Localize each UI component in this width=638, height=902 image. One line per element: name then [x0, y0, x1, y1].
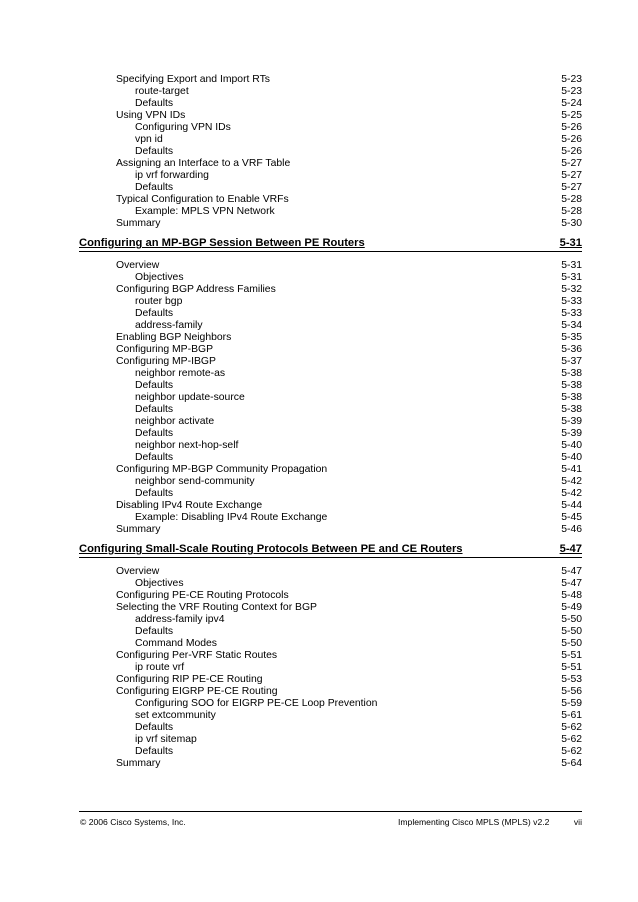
toc-entry-title: neighbor update-source [135, 392, 245, 403]
toc-entry-page: 5-32 [561, 284, 582, 295]
toc-entry[interactable] [0, 194, 638, 206]
toc-entry-title: Configuring PE-CE Routing Protocols [116, 590, 289, 601]
toc-entry-page: 5-39 [561, 428, 582, 439]
toc-entry[interactable] [0, 440, 638, 452]
toc-entry-title: vpn id [135, 134, 163, 145]
toc-entry-page: 5-59 [561, 698, 582, 709]
toc-entry-page: 5-39 [561, 416, 582, 427]
toc-entry-title: Defaults [135, 182, 174, 193]
toc-entry-title: ip vrf forwarding [135, 170, 209, 181]
toc-entry-page: 5-23 [561, 86, 582, 97]
toc-entry-title: neighbor send-community [135, 476, 255, 487]
toc-entry[interactable] [0, 356, 638, 368]
toc-entry-page: 5-62 [561, 722, 582, 733]
footer-page-number: vii [573, 817, 582, 827]
toc-entry-title: Overview [116, 260, 160, 271]
toc-entry-page: 5-51 [561, 662, 582, 673]
toc-entry[interactable] [0, 734, 638, 746]
toc-entry[interactable] [0, 332, 638, 344]
toc-entry-title: Objectives [135, 272, 184, 283]
toc-entry[interactable] [0, 416, 638, 428]
section-page[interactable]: 5-47 [559, 543, 582, 555]
toc-group-mp-bgp [0, 260, 638, 536]
toc-entry-page: 5-62 [561, 746, 582, 757]
toc-group-vrf [0, 74, 638, 230]
toc-entry-page: 5-42 [561, 488, 582, 499]
toc-entry-page: 5-38 [561, 404, 582, 415]
toc-group-pe-ce [0, 566, 638, 770]
toc-entry[interactable] [0, 614, 638, 626]
toc-entry-title: router bgp [135, 296, 183, 307]
toc-entry-page: 5-31 [561, 272, 582, 283]
toc-entry-title: Configuring BGP Address Families [116, 284, 276, 295]
toc-entry[interactable] [0, 578, 638, 590]
toc-entry-page: 5-28 [561, 194, 582, 205]
toc-entry-page: 5-61 [561, 710, 582, 721]
toc-entry-title: Summary [116, 758, 161, 769]
toc-entry[interactable] [0, 206, 638, 218]
toc-entry[interactable] [0, 368, 638, 380]
toc-entry[interactable] [0, 464, 638, 476]
toc-section-mp-bgp[interactable] [0, 236, 638, 251]
toc-entry-page: 5-51 [561, 650, 582, 661]
toc-entry[interactable] [0, 218, 638, 230]
section-title[interactable]: Configuring an MP-BGP Session Between PE Routers [79, 237, 365, 249]
section-rule [79, 557, 582, 558]
toc-entry[interactable] [0, 710, 638, 722]
toc-entry-page: 5-34 [561, 320, 582, 331]
toc-entry[interactable] [0, 512, 638, 524]
toc-entry-page: 5-35 [561, 332, 582, 343]
toc-entry[interactable] [0, 452, 638, 464]
toc-entry-page: 5-38 [561, 392, 582, 403]
toc-entry[interactable] [0, 182, 638, 194]
toc-entry[interactable] [0, 344, 638, 356]
toc-entry-title: Defaults [135, 380, 174, 391]
toc-entry[interactable] [0, 662, 638, 674]
toc-entry-title: Example: MPLS VPN Network [135, 206, 275, 217]
toc-entry-page: 5-38 [561, 380, 582, 391]
toc-entry-page: 5-23 [561, 74, 582, 85]
toc-entry-title: Assigning an Interface to a VRF Table [116, 158, 291, 169]
toc-entry-page: 5-44 [561, 500, 582, 511]
toc-entry-title: Defaults [135, 146, 174, 157]
toc-entry-title: Configuring Per-VRF Static Routes [116, 650, 278, 661]
toc-entry-title: Configuring RIP PE-CE Routing [116, 674, 263, 685]
toc-entry-page: 5-33 [561, 308, 582, 319]
toc-entry[interactable] [0, 428, 638, 440]
toc-entry-title: Defaults [135, 404, 174, 415]
toc-entry-page: 5-53 [561, 674, 582, 685]
toc-entry[interactable] [0, 272, 638, 284]
toc-entry[interactable] [0, 296, 638, 308]
toc-entry[interactable] [0, 158, 638, 170]
toc-entry-page: 5-42 [561, 476, 582, 487]
table-of-contents [0, 74, 638, 770]
toc-entry-title: Using VPN IDs [116, 110, 186, 121]
toc-entry-title: neighbor remote-as [135, 368, 226, 379]
toc-entry-title: Configuring EIGRP PE-CE Routing [116, 686, 278, 697]
toc-entry[interactable] [0, 134, 638, 146]
toc-entry-title: Defaults [135, 452, 174, 463]
toc-entry[interactable] [0, 170, 638, 182]
toc-entry[interactable] [0, 110, 638, 122]
toc-entry-page: 5-47 [561, 566, 582, 577]
toc-entry-title: address-family ipv4 [135, 614, 225, 625]
toc-entry-title: route-target [135, 86, 189, 97]
section-page[interactable]: 5-31 [559, 237, 582, 249]
toc-entry[interactable] [0, 320, 638, 332]
toc-entry-title: Summary [116, 524, 161, 535]
toc-entry[interactable] [0, 98, 638, 110]
toc-entry-title: Defaults [135, 308, 174, 319]
toc-entry[interactable] [0, 86, 638, 98]
toc-entry-title: Configuring MP-BGP [116, 344, 214, 355]
footer-course-title: Implementing Cisco MPLS (MPLS) v2.2 [398, 817, 550, 827]
toc-section-pe-ce-routing[interactable] [0, 542, 638, 557]
section-title[interactable]: Configuring Small-Scale Routing Protocols Between PE and CE Routers [79, 543, 463, 555]
toc-entry[interactable] [0, 500, 638, 512]
toc-entry-page: 5-56 [561, 686, 582, 697]
toc-entry-title: Enabling BGP Neighbors [116, 332, 232, 343]
toc-entry-title: Example: Disabling IPv4 Route Exchange [135, 512, 328, 523]
toc-entry-page: 5-27 [561, 170, 582, 181]
toc-entry[interactable] [0, 392, 638, 404]
toc-entry[interactable] [0, 746, 638, 758]
toc-entry-page: 5-47 [561, 578, 582, 589]
toc-entry[interactable] [0, 308, 638, 320]
toc-entry[interactable] [0, 674, 638, 686]
toc-entry-title: ip route vrf [135, 662, 185, 673]
toc-entry-page: 5-24 [561, 98, 582, 109]
toc-entry-page: 5-50 [561, 638, 582, 649]
toc-entry-title: Defaults [135, 488, 174, 499]
toc-entry-page: 5-62 [561, 734, 582, 745]
toc-entry-page: 5-45 [561, 512, 582, 523]
toc-entry-page: 5-30 [561, 218, 582, 229]
footer-copyright: © 2006 Cisco Systems, Inc. [80, 817, 186, 827]
toc-entry[interactable] [0, 488, 638, 500]
toc-entry[interactable] [0, 260, 638, 272]
toc-entry-title: neighbor next-hop-self [135, 440, 239, 451]
toc-entry-title: Configuring MP-IBGP [116, 356, 216, 367]
toc-entry-page: 5-28 [561, 206, 582, 217]
toc-entry-title: Disabling IPv4 Route Exchange [116, 500, 263, 511]
toc-entry[interactable] [0, 404, 638, 416]
toc-entry[interactable] [0, 74, 638, 86]
toc-entry-page: 5-41 [561, 464, 582, 475]
toc-entry[interactable] [0, 476, 638, 488]
toc-entry-title: Command Modes [135, 638, 218, 649]
toc-entry-page: 5-37 [561, 356, 582, 367]
toc-entry-title: Selecting the VRF Routing Context for BGP [116, 602, 317, 613]
toc-entry-title: Configuring VPN IDs [135, 122, 231, 133]
toc-entry-page: 5-40 [561, 452, 582, 463]
footer-rule [79, 811, 582, 812]
toc-entry-title: Defaults [135, 428, 174, 439]
toc-entry-page: 5-50 [561, 626, 582, 637]
toc-entry-title: Defaults [135, 722, 174, 733]
toc-entry-page: 5-40 [561, 440, 582, 451]
toc-entry-title: Configuring SOO for EIGRP PE-CE Loop Prevention [135, 698, 378, 709]
toc-entry-title: Defaults [135, 746, 174, 757]
toc-entry-page: 5-49 [561, 602, 582, 613]
toc-entry-title: Configuring MP-BGP Community Propagation [116, 464, 328, 475]
toc-entry-title: Specifying Export and Import RTs [116, 74, 271, 85]
toc-entry-page: 5-64 [561, 758, 582, 769]
toc-entry-page: 5-25 [561, 110, 582, 121]
toc-entry-page: 5-27 [561, 182, 582, 193]
toc-entry-title: Typical Configuration to Enable VRFs [116, 194, 289, 205]
toc-entry-page: 5-31 [561, 260, 582, 271]
toc-entry-page: 5-48 [561, 590, 582, 601]
toc-entry-title: Objectives [135, 578, 184, 589]
toc-entry-page: 5-38 [561, 368, 582, 379]
toc-entry-page: 5-26 [561, 122, 582, 133]
toc-entry[interactable] [0, 524, 638, 536]
toc-entry[interactable] [0, 686, 638, 698]
toc-entry-title: address-family [135, 320, 203, 331]
toc-entry-title: Defaults [135, 98, 174, 109]
toc-entry-title: Overview [116, 566, 160, 577]
toc-entry-title: neighbor activate [135, 416, 215, 427]
toc-entry[interactable] [0, 698, 638, 710]
toc-entry[interactable] [0, 122, 638, 134]
toc-entry-title: set extcommunity [135, 710, 216, 721]
toc-entry-page: 5-26 [561, 134, 582, 145]
toc-entry[interactable] [0, 758, 638, 770]
toc-entry-page: 5-27 [561, 158, 582, 169]
toc-entry-title: Defaults [135, 626, 174, 637]
toc-entry[interactable] [0, 626, 638, 638]
toc-entry[interactable] [0, 650, 638, 662]
toc-entry-page: 5-50 [561, 614, 582, 625]
toc-entry[interactable] [0, 284, 638, 296]
toc-entry[interactable] [0, 722, 638, 734]
toc-entry[interactable] [0, 566, 638, 578]
toc-entry[interactable] [0, 590, 638, 602]
section-rule [79, 251, 582, 252]
toc-entry[interactable] [0, 380, 638, 392]
toc-entry-title: ip vrf sitemap [135, 734, 197, 745]
toc-entry-page: 5-26 [561, 146, 582, 157]
toc-entry-title: Summary [116, 218, 161, 229]
toc-entry-page: 5-46 [561, 524, 582, 535]
toc-entry[interactable] [0, 638, 638, 650]
toc-entry-page: 5-33 [561, 296, 582, 307]
toc-entry[interactable] [0, 146, 638, 158]
toc-entry-page: 5-36 [561, 344, 582, 355]
toc-entry[interactable] [0, 602, 638, 614]
